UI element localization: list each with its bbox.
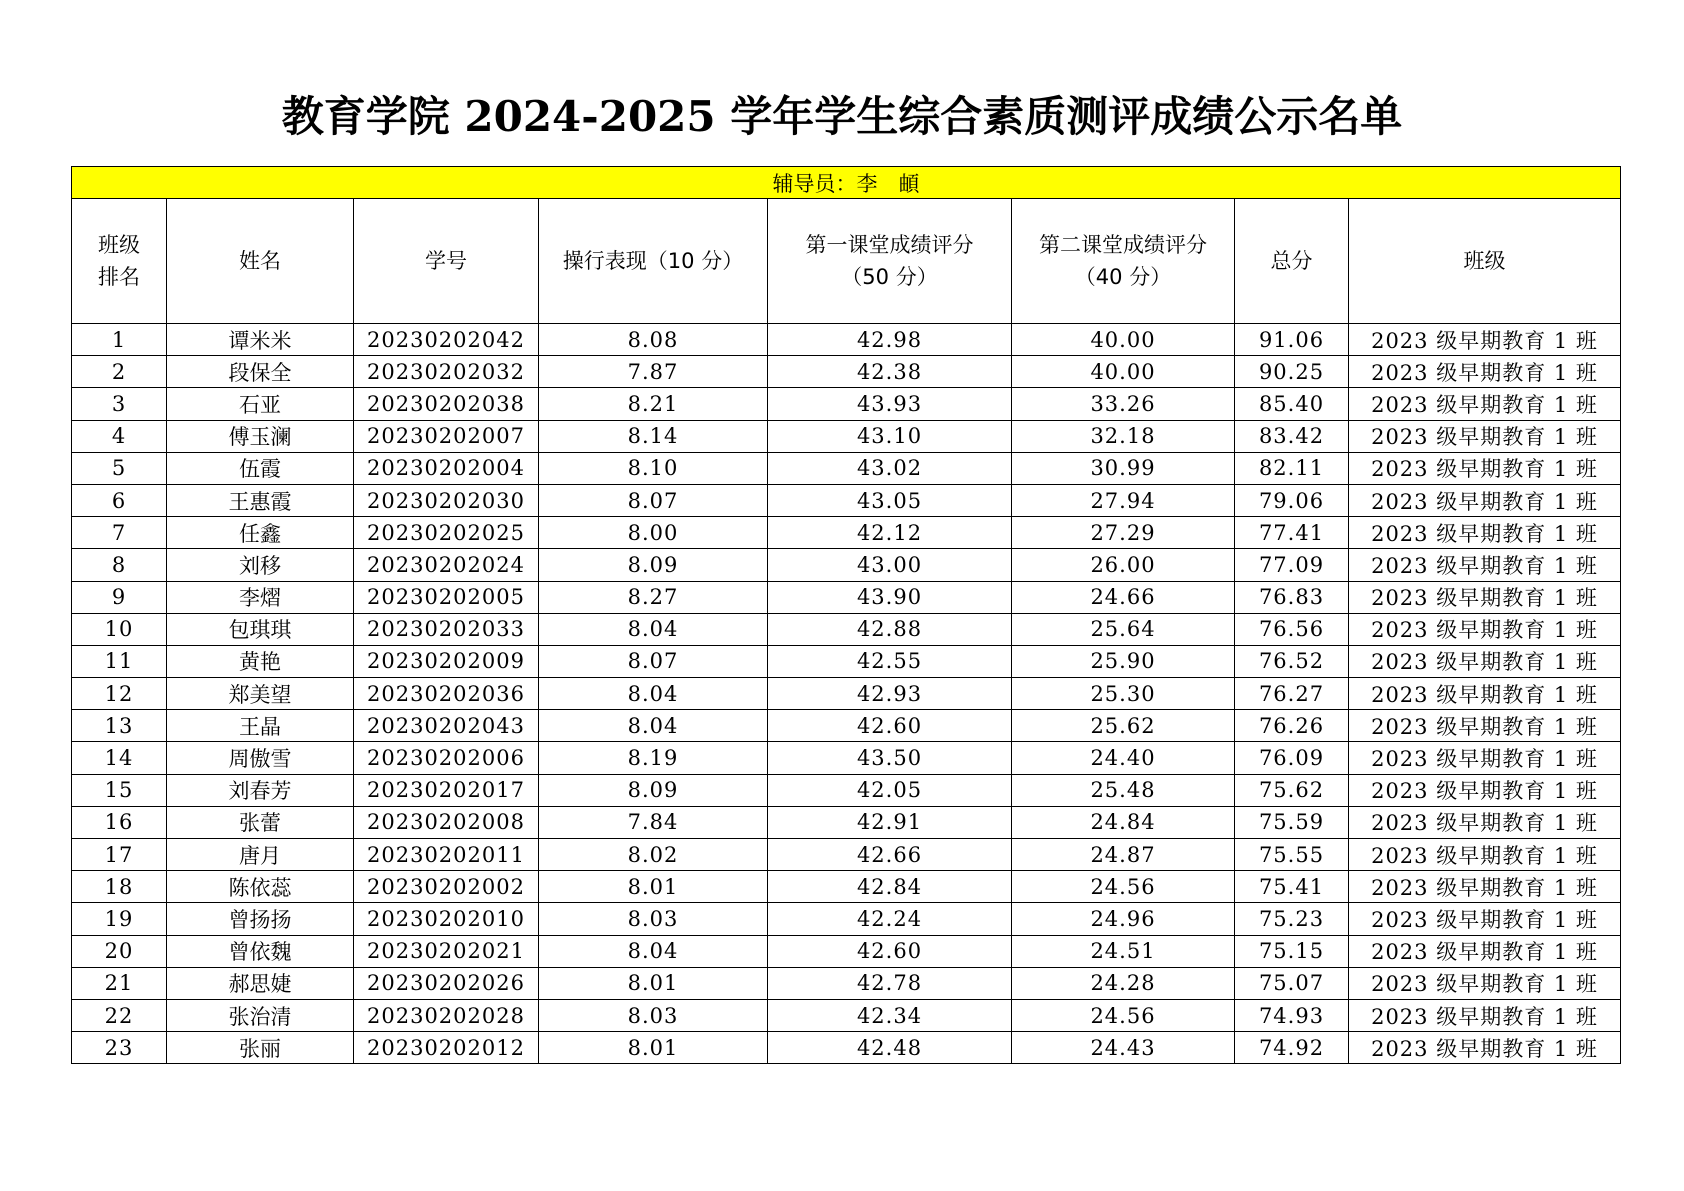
cell-class: 2023 级早期教育 1 班: [1349, 452, 1621, 484]
cell-conduct: 8.09: [539, 774, 768, 806]
cell-second-class: 25.90: [1012, 645, 1235, 677]
cell-class: 2023 级早期教育 1 班: [1349, 935, 1621, 967]
cell-second-class: 27.29: [1012, 517, 1235, 549]
cell-rank: 11: [72, 645, 167, 677]
table-row: [72, 356, 1621, 388]
cell-total: 79.06: [1235, 484, 1349, 516]
cell-total: 75.59: [1235, 806, 1349, 838]
cell-name: 王惠霞: [167, 484, 354, 516]
cell-conduct: 8.00: [539, 517, 768, 549]
cell-rank: 15: [72, 774, 167, 806]
cell-second-class: 26.00: [1012, 549, 1235, 581]
table-row: [72, 484, 1621, 516]
cell-first-class: 42.34: [768, 999, 1012, 1031]
score-table: [71, 166, 1621, 1064]
table-row: [72, 806, 1621, 838]
cell-name: 任鑫: [167, 517, 354, 549]
cell-total: 76.52: [1235, 645, 1349, 677]
cell-student-id: 20230202010: [354, 903, 539, 935]
cell-conduct: 8.04: [539, 710, 768, 742]
cell-class: 2023 级早期教育 1 班: [1349, 581, 1621, 613]
cell-first-class: 42.88: [768, 613, 1012, 645]
cell-second-class: 24.43: [1012, 1032, 1235, 1064]
cell-student-id: 20230202028: [354, 999, 539, 1031]
table-row: [72, 710, 1621, 742]
counselor-label: 辅导员：李 頔: [72, 167, 1621, 199]
cell-class: 2023 级早期教育 1 班: [1349, 678, 1621, 710]
cell-first-class: 43.10: [768, 420, 1012, 452]
cell-name: 段保全: [167, 356, 354, 388]
cell-name: 周傲雪: [167, 742, 354, 774]
cell-class: 2023 级早期教育 1 班: [1349, 645, 1621, 677]
cell-name: 王晶: [167, 710, 354, 742]
table-row: [72, 388, 1621, 420]
cell-first-class: 43.50: [768, 742, 1012, 774]
header-total: 总分: [1235, 199, 1349, 324]
table-row: [72, 742, 1621, 774]
cell-conduct: 8.04: [539, 613, 768, 645]
cell-rank: 2: [72, 356, 167, 388]
cell-second-class: 32.18: [1012, 420, 1235, 452]
cell-total: 76.56: [1235, 613, 1349, 645]
cell-total: 83.42: [1235, 420, 1349, 452]
cell-conduct: 8.19: [539, 742, 768, 774]
cell-conduct: 8.03: [539, 903, 768, 935]
cell-first-class: 42.48: [768, 1032, 1012, 1064]
cell-rank: 14: [72, 742, 167, 774]
cell-second-class: 24.84: [1012, 806, 1235, 838]
cell-student-id: 20230202026: [354, 967, 539, 999]
header-row: [72, 199, 1621, 324]
cell-rank: 4: [72, 420, 167, 452]
cell-rank: 3: [72, 388, 167, 420]
cell-rank: 12: [72, 678, 167, 710]
cell-student-id: 20230202017: [354, 774, 539, 806]
table-row: [72, 935, 1621, 967]
cell-name: 石亚: [167, 388, 354, 420]
header-student-id: 学号: [354, 199, 539, 324]
cell-total: 75.15: [1235, 935, 1349, 967]
cell-name: 郝思婕: [167, 967, 354, 999]
cell-conduct: 8.04: [539, 678, 768, 710]
table-row: [72, 517, 1621, 549]
cell-class: 2023 级早期教育 1 班: [1349, 871, 1621, 903]
cell-name: 曾依魏: [167, 935, 354, 967]
cell-total: 75.07: [1235, 967, 1349, 999]
cell-name: 张治清: [167, 999, 354, 1031]
cell-name: 曾扬扬: [167, 903, 354, 935]
cell-name: 张蕾: [167, 806, 354, 838]
cell-rank: 16: [72, 806, 167, 838]
cell-name: 黄艳: [167, 645, 354, 677]
cell-student-id: 20230202002: [354, 871, 539, 903]
table-row: [72, 613, 1621, 645]
cell-first-class: 42.84: [768, 871, 1012, 903]
cell-conduct: 8.07: [539, 645, 768, 677]
cell-rank: 19: [72, 903, 167, 935]
cell-total: 75.23: [1235, 903, 1349, 935]
cell-student-id: 20230202024: [354, 549, 539, 581]
cell-second-class: 40.00: [1012, 356, 1235, 388]
cell-first-class: 42.60: [768, 710, 1012, 742]
cell-name: 包琪琪: [167, 613, 354, 645]
cell-student-id: 20230202012: [354, 1032, 539, 1064]
cell-second-class: 24.56: [1012, 871, 1235, 903]
cell-first-class: 43.93: [768, 388, 1012, 420]
cell-first-class: 43.05: [768, 484, 1012, 516]
table-row: [72, 839, 1621, 871]
cell-first-class: 42.60: [768, 935, 1012, 967]
cell-conduct: 8.14: [539, 420, 768, 452]
cell-rank: 6: [72, 484, 167, 516]
cell-conduct: 7.84: [539, 806, 768, 838]
cell-name: 伍霞: [167, 452, 354, 484]
cell-rank: 18: [72, 871, 167, 903]
cell-first-class: 42.24: [768, 903, 1012, 935]
cell-second-class: 33.26: [1012, 388, 1235, 420]
cell-second-class: 40.00: [1012, 324, 1235, 356]
cell-second-class: 25.62: [1012, 710, 1235, 742]
cell-first-class: 43.02: [768, 452, 1012, 484]
cell-class: 2023 级早期教育 1 班: [1349, 903, 1621, 935]
cell-student-id: 20230202008: [354, 806, 539, 838]
table-row: [72, 549, 1621, 581]
cell-class: 2023 级早期教育 1 班: [1349, 356, 1621, 388]
cell-first-class: 43.00: [768, 549, 1012, 581]
table-row: [72, 645, 1621, 677]
cell-name: 傅玉澜: [167, 420, 354, 452]
table-row: [72, 903, 1621, 935]
cell-second-class: 27.94: [1012, 484, 1235, 516]
cell-conduct: 8.08: [539, 324, 768, 356]
cell-total: 74.93: [1235, 999, 1349, 1031]
cell-second-class: 24.40: [1012, 742, 1235, 774]
cell-conduct: 8.04: [539, 935, 768, 967]
cell-rank: 13: [72, 710, 167, 742]
cell-student-id: 20230202004: [354, 452, 539, 484]
cell-class: 2023 级早期教育 1 班: [1349, 774, 1621, 806]
cell-class: 2023 级早期教育 1 班: [1349, 420, 1621, 452]
cell-second-class: 25.64: [1012, 613, 1235, 645]
header-second-class: 第二课堂成绩评分 （40 分）: [1012, 199, 1235, 324]
cell-conduct: 8.27: [539, 581, 768, 613]
cell-total: 76.26: [1235, 710, 1349, 742]
cell-first-class: 42.12: [768, 517, 1012, 549]
cell-conduct: 8.01: [539, 1032, 768, 1064]
cell-conduct: 8.07: [539, 484, 768, 516]
cell-total: 75.55: [1235, 839, 1349, 871]
cell-total: 74.92: [1235, 1032, 1349, 1064]
cell-class: 2023 级早期教育 1 班: [1349, 806, 1621, 838]
cell-name: 李熠: [167, 581, 354, 613]
table-row: [72, 871, 1621, 903]
cell-total: 77.09: [1235, 549, 1349, 581]
cell-total: 91.06: [1235, 324, 1349, 356]
header-rank: 班级 排名: [72, 199, 167, 324]
cell-student-id: 20230202021: [354, 935, 539, 967]
cell-rank: 22: [72, 999, 167, 1031]
counselor-row: [72, 167, 1621, 199]
cell-student-id: 20230202036: [354, 678, 539, 710]
cell-student-id: 20230202011: [354, 839, 539, 871]
cell-first-class: 42.91: [768, 806, 1012, 838]
cell-second-class: 24.51: [1012, 935, 1235, 967]
cell-second-class: 25.48: [1012, 774, 1235, 806]
cell-class: 2023 级早期教育 1 班: [1349, 999, 1621, 1031]
table-row: [72, 678, 1621, 710]
cell-name: 陈依蕊: [167, 871, 354, 903]
cell-total: 76.27: [1235, 678, 1349, 710]
cell-conduct: 8.10: [539, 452, 768, 484]
cell-student-id: 20230202032: [354, 356, 539, 388]
cell-first-class: 42.55: [768, 645, 1012, 677]
cell-total: 85.40: [1235, 388, 1349, 420]
cell-class: 2023 级早期教育 1 班: [1349, 967, 1621, 999]
cell-first-class: 42.05: [768, 774, 1012, 806]
cell-rank: 9: [72, 581, 167, 613]
table-row: [72, 581, 1621, 613]
cell-total: 82.11: [1235, 452, 1349, 484]
cell-rank: 1: [72, 324, 167, 356]
table-row: [72, 1032, 1621, 1064]
cell-student-id: 20230202033: [354, 613, 539, 645]
cell-name: 谭米米: [167, 324, 354, 356]
header-class: 班级: [1349, 199, 1621, 324]
cell-rank: 7: [72, 517, 167, 549]
cell-class: 2023 级早期教育 1 班: [1349, 710, 1621, 742]
cell-class: 2023 级早期教育 1 班: [1349, 839, 1621, 871]
cell-rank: 8: [72, 549, 167, 581]
cell-class: 2023 级早期教育 1 班: [1349, 1032, 1621, 1064]
cell-second-class: 24.87: [1012, 839, 1235, 871]
cell-student-id: 20230202006: [354, 742, 539, 774]
cell-conduct: 8.02: [539, 839, 768, 871]
cell-total: 75.41: [1235, 871, 1349, 903]
table-row: [72, 999, 1621, 1031]
cell-conduct: 8.09: [539, 549, 768, 581]
cell-student-id: 20230202042: [354, 324, 539, 356]
cell-first-class: 42.66: [768, 839, 1012, 871]
cell-class: 2023 级早期教育 1 班: [1349, 613, 1621, 645]
cell-first-class: 42.98: [768, 324, 1012, 356]
cell-total: 76.83: [1235, 581, 1349, 613]
cell-name: 刘移: [167, 549, 354, 581]
cell-first-class: 43.90: [768, 581, 1012, 613]
cell-student-id: 20230202025: [354, 517, 539, 549]
cell-conduct: 8.01: [539, 967, 768, 999]
cell-first-class: 42.93: [768, 678, 1012, 710]
header-conduct: 操行表现（10 分）: [539, 199, 768, 324]
table-row: [72, 774, 1621, 806]
cell-class: 2023 级早期教育 1 班: [1349, 388, 1621, 420]
cell-conduct: 8.01: [539, 871, 768, 903]
cell-class: 2023 级早期教育 1 班: [1349, 324, 1621, 356]
table-row: [72, 324, 1621, 356]
table-row: [72, 420, 1621, 452]
cell-total: 75.62: [1235, 774, 1349, 806]
header-name: 姓名: [167, 199, 354, 324]
cell-second-class: 30.99: [1012, 452, 1235, 484]
cell-class: 2023 级早期教育 1 班: [1349, 484, 1621, 516]
cell-total: 90.25: [1235, 356, 1349, 388]
cell-student-id: 20230202030: [354, 484, 539, 516]
table-row: [72, 967, 1621, 999]
cell-rank: 10: [72, 613, 167, 645]
cell-name: 唐月: [167, 839, 354, 871]
page-title: 教育学院 2024-2025 学年学生综合素质测评成绩公示名单: [281, 92, 1403, 141]
cell-first-class: 42.78: [768, 967, 1012, 999]
cell-rank: 5: [72, 452, 167, 484]
cell-name: 郑美望: [167, 678, 354, 710]
table-row: [72, 452, 1621, 484]
header-first-class: 第一课堂成绩评分 （50 分）: [768, 199, 1012, 324]
cell-name: 刘春芳: [167, 774, 354, 806]
cell-class: 2023 级早期教育 1 班: [1349, 549, 1621, 581]
cell-student-id: 20230202007: [354, 420, 539, 452]
cell-total: 76.09: [1235, 742, 1349, 774]
cell-student-id: 20230202043: [354, 710, 539, 742]
cell-conduct: 8.03: [539, 999, 768, 1031]
cell-conduct: 8.21: [539, 388, 768, 420]
cell-rank: 23: [72, 1032, 167, 1064]
cell-student-id: 20230202038: [354, 388, 539, 420]
cell-second-class: 24.28: [1012, 967, 1235, 999]
cell-rank: 17: [72, 839, 167, 871]
cell-second-class: 24.66: [1012, 581, 1235, 613]
cell-second-class: 25.30: [1012, 678, 1235, 710]
cell-first-class: 42.38: [768, 356, 1012, 388]
cell-second-class: 24.96: [1012, 903, 1235, 935]
cell-student-id: 20230202009: [354, 645, 539, 677]
cell-total: 77.41: [1235, 517, 1349, 549]
cell-second-class: 24.56: [1012, 999, 1235, 1031]
cell-class: 2023 级早期教育 1 班: [1349, 742, 1621, 774]
cell-rank: 20: [72, 935, 167, 967]
cell-conduct: 7.87: [539, 356, 768, 388]
cell-class: 2023 级早期教育 1 班: [1349, 517, 1621, 549]
cell-name: 张丽: [167, 1032, 354, 1064]
cell-student-id: 20230202005: [354, 581, 539, 613]
cell-rank: 21: [72, 967, 167, 999]
